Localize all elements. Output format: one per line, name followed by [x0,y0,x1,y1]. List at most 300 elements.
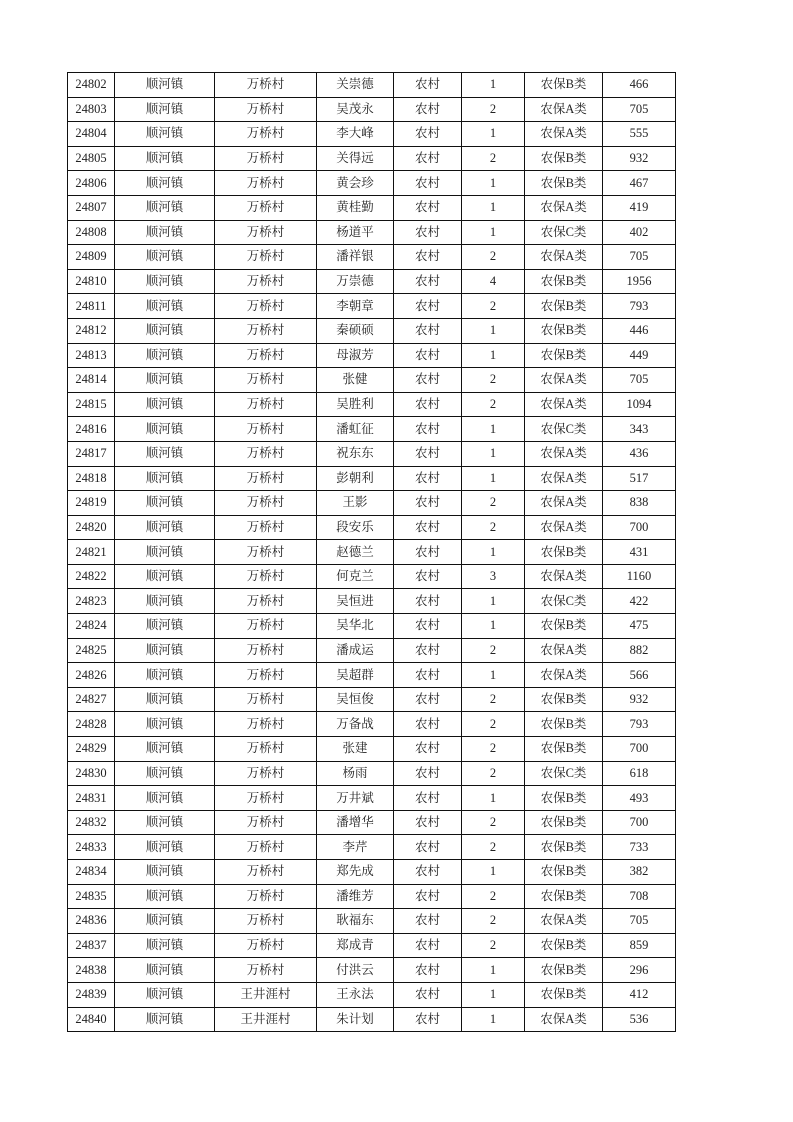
cell-insurance-category: 农保B类 [525,269,603,294]
cell-town: 顺河镇 [115,73,215,98]
cell-member-count: 2 [462,909,525,934]
cell-amount: 1094 [603,392,676,417]
cell-household-type: 农村 [394,146,462,171]
cell-member-count: 2 [462,687,525,712]
cell-village: 万桥村 [215,417,317,442]
cell-village: 万桥村 [215,318,317,343]
cell-town: 顺河镇 [115,933,215,958]
cell-member-count: 1 [462,589,525,614]
cell-village: 万桥村 [215,491,317,516]
cell-town: 顺河镇 [115,687,215,712]
cell-amount: 446 [603,318,676,343]
cell-member-count: 2 [462,884,525,909]
cell-household-type: 农村 [394,245,462,270]
cell-amount: 402 [603,220,676,245]
cell-member-count: 1 [462,614,525,639]
cell-village: 万桥村 [215,195,317,220]
cell-village: 万桥村 [215,786,317,811]
cell-record-id: 24812 [68,318,115,343]
cell-village: 万桥村 [215,614,317,639]
cell-household-type: 农村 [394,220,462,245]
cell-member-count: 1 [462,417,525,442]
cell-village: 万桥村 [215,712,317,737]
cell-insurance-category: 农保B类 [525,171,603,196]
cell-amount: 431 [603,540,676,565]
table-row [68,860,676,885]
cell-record-id: 24807 [68,195,115,220]
cell-household-type: 农村 [394,737,462,762]
table-row [68,466,676,491]
cell-town: 顺河镇 [115,958,215,983]
cell-household-type: 农村 [394,614,462,639]
records-table-body [68,73,676,1032]
cell-village: 万桥村 [215,860,317,885]
cell-insurance-category: 农保A类 [525,195,603,220]
table-row [68,417,676,442]
cell-name: 祝东东 [317,441,394,466]
cell-village: 万桥村 [215,933,317,958]
cell-name: 潘维芳 [317,884,394,909]
cell-household-type: 农村 [394,294,462,319]
cell-insurance-category: 农保A类 [525,441,603,466]
cell-record-id: 24813 [68,343,115,368]
cell-household-type: 农村 [394,73,462,98]
cell-name: 郑先成 [317,860,394,885]
cell-village: 万桥村 [215,884,317,909]
table-row [68,810,676,835]
cell-town: 顺河镇 [115,466,215,491]
cell-insurance-category: 农保B类 [525,73,603,98]
cell-member-count: 1 [462,171,525,196]
cell-amount: 555 [603,122,676,147]
cell-record-id: 24829 [68,737,115,762]
cell-household-type: 农村 [394,958,462,983]
cell-insurance-category: 农保A类 [525,663,603,688]
cell-household-type: 农村 [394,810,462,835]
table-row [68,884,676,909]
cell-household-type: 农村 [394,982,462,1007]
cell-village: 万桥村 [215,761,317,786]
cell-member-count: 2 [462,97,525,122]
cell-amount: 566 [603,663,676,688]
cell-village: 万桥村 [215,515,317,540]
cell-record-id: 24824 [68,614,115,639]
cell-record-id: 24822 [68,564,115,589]
cell-member-count: 1 [462,318,525,343]
cell-household-type: 农村 [394,687,462,712]
table-row [68,687,676,712]
cell-member-count: 1 [462,958,525,983]
cell-name: 杨雨 [317,761,394,786]
cell-member-count: 2 [462,515,525,540]
cell-insurance-category: 农保B类 [525,146,603,171]
cell-town: 顺河镇 [115,294,215,319]
cell-household-type: 农村 [394,909,462,934]
cell-insurance-category: 农保B类 [525,958,603,983]
cell-village: 万桥村 [215,269,317,294]
cell-name: 吴茂永 [317,97,394,122]
cell-household-type: 农村 [394,171,462,196]
cell-village: 万桥村 [215,835,317,860]
cell-household-type: 农村 [394,318,462,343]
cell-record-id: 24805 [68,146,115,171]
cell-insurance-category: 农保A类 [525,638,603,663]
cell-record-id: 24810 [68,269,115,294]
cell-name: 段安乐 [317,515,394,540]
table-row [68,638,676,663]
cell-member-count: 2 [462,245,525,270]
table-row [68,195,676,220]
cell-amount: 517 [603,466,676,491]
cell-town: 顺河镇 [115,269,215,294]
cell-name: 万井斌 [317,786,394,811]
cell-amount: 700 [603,515,676,540]
cell-town: 顺河镇 [115,786,215,811]
cell-insurance-category: 农保B类 [525,737,603,762]
cell-record-id: 24827 [68,687,115,712]
cell-member-count: 1 [462,195,525,220]
cell-insurance-category: 农保A类 [525,97,603,122]
table-row [68,933,676,958]
cell-name: 张健 [317,368,394,393]
cell-record-id: 24806 [68,171,115,196]
cell-member-count: 1 [462,1007,525,1032]
table-row [68,318,676,343]
cell-town: 顺河镇 [115,663,215,688]
cell-amount: 705 [603,245,676,270]
cell-insurance-category: 农保B类 [525,343,603,368]
table-row [68,73,676,98]
cell-member-count: 2 [462,392,525,417]
cell-amount: 343 [603,417,676,442]
cell-insurance-category: 农保A类 [525,564,603,589]
cell-insurance-category: 农保A类 [525,909,603,934]
table-row [68,171,676,196]
cell-name: 李朝章 [317,294,394,319]
cell-name: 吴华北 [317,614,394,639]
cell-amount: 859 [603,933,676,958]
cell-amount: 733 [603,835,676,860]
cell-member-count: 2 [462,761,525,786]
cell-member-count: 2 [462,712,525,737]
cell-town: 顺河镇 [115,860,215,885]
cell-town: 顺河镇 [115,1007,215,1032]
cell-insurance-category: 农保B类 [525,687,603,712]
cell-village: 万桥村 [215,810,317,835]
cell-name: 黄会珍 [317,171,394,196]
cell-name: 吴胜利 [317,392,394,417]
cell-household-type: 农村 [394,441,462,466]
cell-household-type: 农村 [394,417,462,442]
table-row [68,737,676,762]
cell-household-type: 农村 [394,515,462,540]
cell-village: 万桥村 [215,220,317,245]
cell-household-type: 农村 [394,786,462,811]
cell-member-count: 2 [462,368,525,393]
table-row [68,835,676,860]
cell-name: 万备战 [317,712,394,737]
table-row [68,761,676,786]
cell-amount: 1160 [603,564,676,589]
cell-village: 万桥村 [215,540,317,565]
cell-amount: 536 [603,1007,676,1032]
cell-amount: 467 [603,171,676,196]
cell-member-count: 1 [462,860,525,885]
cell-name: 彭朝利 [317,466,394,491]
cell-record-id: 24816 [68,417,115,442]
cell-member-count: 3 [462,564,525,589]
cell-village: 万桥村 [215,343,317,368]
cell-record-id: 24828 [68,712,115,737]
cell-amount: 475 [603,614,676,639]
table-row [68,909,676,934]
cell-record-id: 24830 [68,761,115,786]
cell-amount: 419 [603,195,676,220]
cell-village: 万桥村 [215,441,317,466]
table-row [68,564,676,589]
cell-town: 顺河镇 [115,540,215,565]
cell-record-id: 24804 [68,122,115,147]
cell-village: 万桥村 [215,663,317,688]
cell-insurance-category: 农保B类 [525,786,603,811]
table-row [68,958,676,983]
cell-town: 顺河镇 [115,638,215,663]
table-row [68,1007,676,1032]
cell-town: 顺河镇 [115,761,215,786]
cell-town: 顺河镇 [115,515,215,540]
cell-record-id: 24819 [68,491,115,516]
cell-name: 李芹 [317,835,394,860]
cell-household-type: 农村 [394,392,462,417]
cell-household-type: 农村 [394,269,462,294]
cell-household-type: 农村 [394,761,462,786]
table-row [68,614,676,639]
cell-record-id: 24826 [68,663,115,688]
cell-town: 顺河镇 [115,982,215,1007]
cell-name: 付洪云 [317,958,394,983]
cell-town: 顺河镇 [115,195,215,220]
cell-village: 万桥村 [215,146,317,171]
cell-name: 王永法 [317,982,394,1007]
table-row [68,343,676,368]
cell-insurance-category: 农保A类 [525,122,603,147]
cell-household-type: 农村 [394,540,462,565]
cell-town: 顺河镇 [115,146,215,171]
cell-amount: 708 [603,884,676,909]
cell-insurance-category: 农保A类 [525,1007,603,1032]
table-row [68,663,676,688]
table-row [68,515,676,540]
cell-household-type: 农村 [394,712,462,737]
table-row [68,491,676,516]
cell-insurance-category: 农保B类 [525,294,603,319]
cell-village: 万桥村 [215,737,317,762]
cell-village: 万桥村 [215,171,317,196]
cell-insurance-category: 农保B类 [525,884,603,909]
table-row [68,146,676,171]
cell-insurance-category: 农保B类 [525,540,603,565]
cell-member-count: 2 [462,810,525,835]
cell-amount: 705 [603,368,676,393]
cell-insurance-category: 农保A类 [525,466,603,491]
cell-record-id: 24839 [68,982,115,1007]
cell-village: 王井涯村 [215,982,317,1007]
cell-name: 张建 [317,737,394,762]
cell-member-count: 2 [462,294,525,319]
cell-name: 关得远 [317,146,394,171]
cell-amount: 618 [603,761,676,786]
cell-village: 万桥村 [215,294,317,319]
cell-village: 万桥村 [215,687,317,712]
cell-name: 万崇德 [317,269,394,294]
cell-insurance-category: 农保C类 [525,589,603,614]
cell-household-type: 农村 [394,1007,462,1032]
cell-name: 潘成运 [317,638,394,663]
cell-town: 顺河镇 [115,614,215,639]
cell-record-id: 24811 [68,294,115,319]
table-row [68,589,676,614]
cell-name: 潘增华 [317,810,394,835]
table-row [68,220,676,245]
cell-record-id: 24815 [68,392,115,417]
cell-household-type: 农村 [394,195,462,220]
cell-village: 万桥村 [215,368,317,393]
cell-record-id: 24817 [68,441,115,466]
cell-household-type: 农村 [394,663,462,688]
cell-insurance-category: 农保B类 [525,835,603,860]
table-row [68,786,676,811]
cell-town: 顺河镇 [115,737,215,762]
cell-household-type: 农村 [394,589,462,614]
cell-member-count: 2 [462,737,525,762]
cell-amount: 1956 [603,269,676,294]
cell-amount: 705 [603,97,676,122]
table-row [68,441,676,466]
cell-name: 赵德兰 [317,540,394,565]
cell-insurance-category: 农保A类 [525,245,603,270]
cell-town: 顺河镇 [115,417,215,442]
cell-member-count: 1 [462,220,525,245]
table-row [68,269,676,294]
cell-town: 顺河镇 [115,97,215,122]
cell-village: 万桥村 [215,589,317,614]
cell-name: 秦硕硕 [317,318,394,343]
cell-village: 万桥村 [215,909,317,934]
cell-amount: 932 [603,146,676,171]
cell-record-id: 24808 [68,220,115,245]
table-row [68,392,676,417]
cell-name: 耿福东 [317,909,394,934]
cell-member-count: 1 [462,982,525,1007]
cell-name: 潘祥银 [317,245,394,270]
cell-name: 潘虹征 [317,417,394,442]
cell-insurance-category: 农保B类 [525,860,603,885]
cell-record-id: 24831 [68,786,115,811]
cell-record-id: 24818 [68,466,115,491]
cell-name: 吴超群 [317,663,394,688]
cell-household-type: 农村 [394,466,462,491]
cell-member-count: 1 [462,786,525,811]
cell-insurance-category: 农保A类 [525,392,603,417]
cell-town: 顺河镇 [115,171,215,196]
cell-record-id: 24832 [68,810,115,835]
table-row [68,294,676,319]
cell-insurance-category: 农保C类 [525,417,603,442]
cell-amount: 793 [603,294,676,319]
cell-village: 万桥村 [215,245,317,270]
cell-insurance-category: 农保B类 [525,810,603,835]
cell-member-count: 4 [462,269,525,294]
cell-insurance-category: 农保B类 [525,614,603,639]
cell-name: 杨道平 [317,220,394,245]
cell-household-type: 农村 [394,491,462,516]
cell-amount: 705 [603,909,676,934]
cell-record-id: 24834 [68,860,115,885]
cell-member-count: 1 [462,441,525,466]
cell-village: 王井涯村 [215,1007,317,1032]
cell-insurance-category: 农保A类 [525,491,603,516]
cell-household-type: 农村 [394,638,462,663]
cell-household-type: 农村 [394,835,462,860]
cell-insurance-category: 农保B类 [525,712,603,737]
cell-record-id: 24838 [68,958,115,983]
cell-amount: 382 [603,860,676,885]
cell-member-count: 2 [462,491,525,516]
cell-name: 黄桂勤 [317,195,394,220]
cell-record-id: 24835 [68,884,115,909]
cell-name: 何克兰 [317,564,394,589]
cell-household-type: 农村 [394,97,462,122]
table-row [68,368,676,393]
cell-record-id: 24814 [68,368,115,393]
cell-name: 朱计划 [317,1007,394,1032]
cell-insurance-category: 农保B类 [525,933,603,958]
cell-town: 顺河镇 [115,491,215,516]
cell-insurance-category: 农保A类 [525,368,603,393]
cell-town: 顺河镇 [115,368,215,393]
cell-village: 万桥村 [215,97,317,122]
cell-household-type: 农村 [394,933,462,958]
cell-amount: 449 [603,343,676,368]
cell-insurance-category: 农保C类 [525,220,603,245]
cell-member-count: 1 [462,540,525,565]
cell-record-id: 24820 [68,515,115,540]
cell-name: 母淑芳 [317,343,394,368]
table-row [68,245,676,270]
cell-household-type: 农村 [394,884,462,909]
cell-insurance-category: 农保B类 [525,318,603,343]
cell-household-type: 农村 [394,860,462,885]
cell-record-id: 24840 [68,1007,115,1032]
cell-amount: 296 [603,958,676,983]
cell-amount: 436 [603,441,676,466]
cell-town: 顺河镇 [115,589,215,614]
cell-village: 万桥村 [215,122,317,147]
cell-town: 顺河镇 [115,343,215,368]
cell-town: 顺河镇 [115,318,215,343]
cell-amount: 882 [603,638,676,663]
cell-village: 万桥村 [215,466,317,491]
cell-amount: 412 [603,982,676,1007]
cell-town: 顺河镇 [115,122,215,147]
records-table [67,72,676,1032]
cell-town: 顺河镇 [115,245,215,270]
cell-insurance-category: 农保C类 [525,761,603,786]
cell-amount: 932 [603,687,676,712]
cell-member-count: 1 [462,466,525,491]
cell-village: 万桥村 [215,958,317,983]
cell-member-count: 1 [462,73,525,98]
